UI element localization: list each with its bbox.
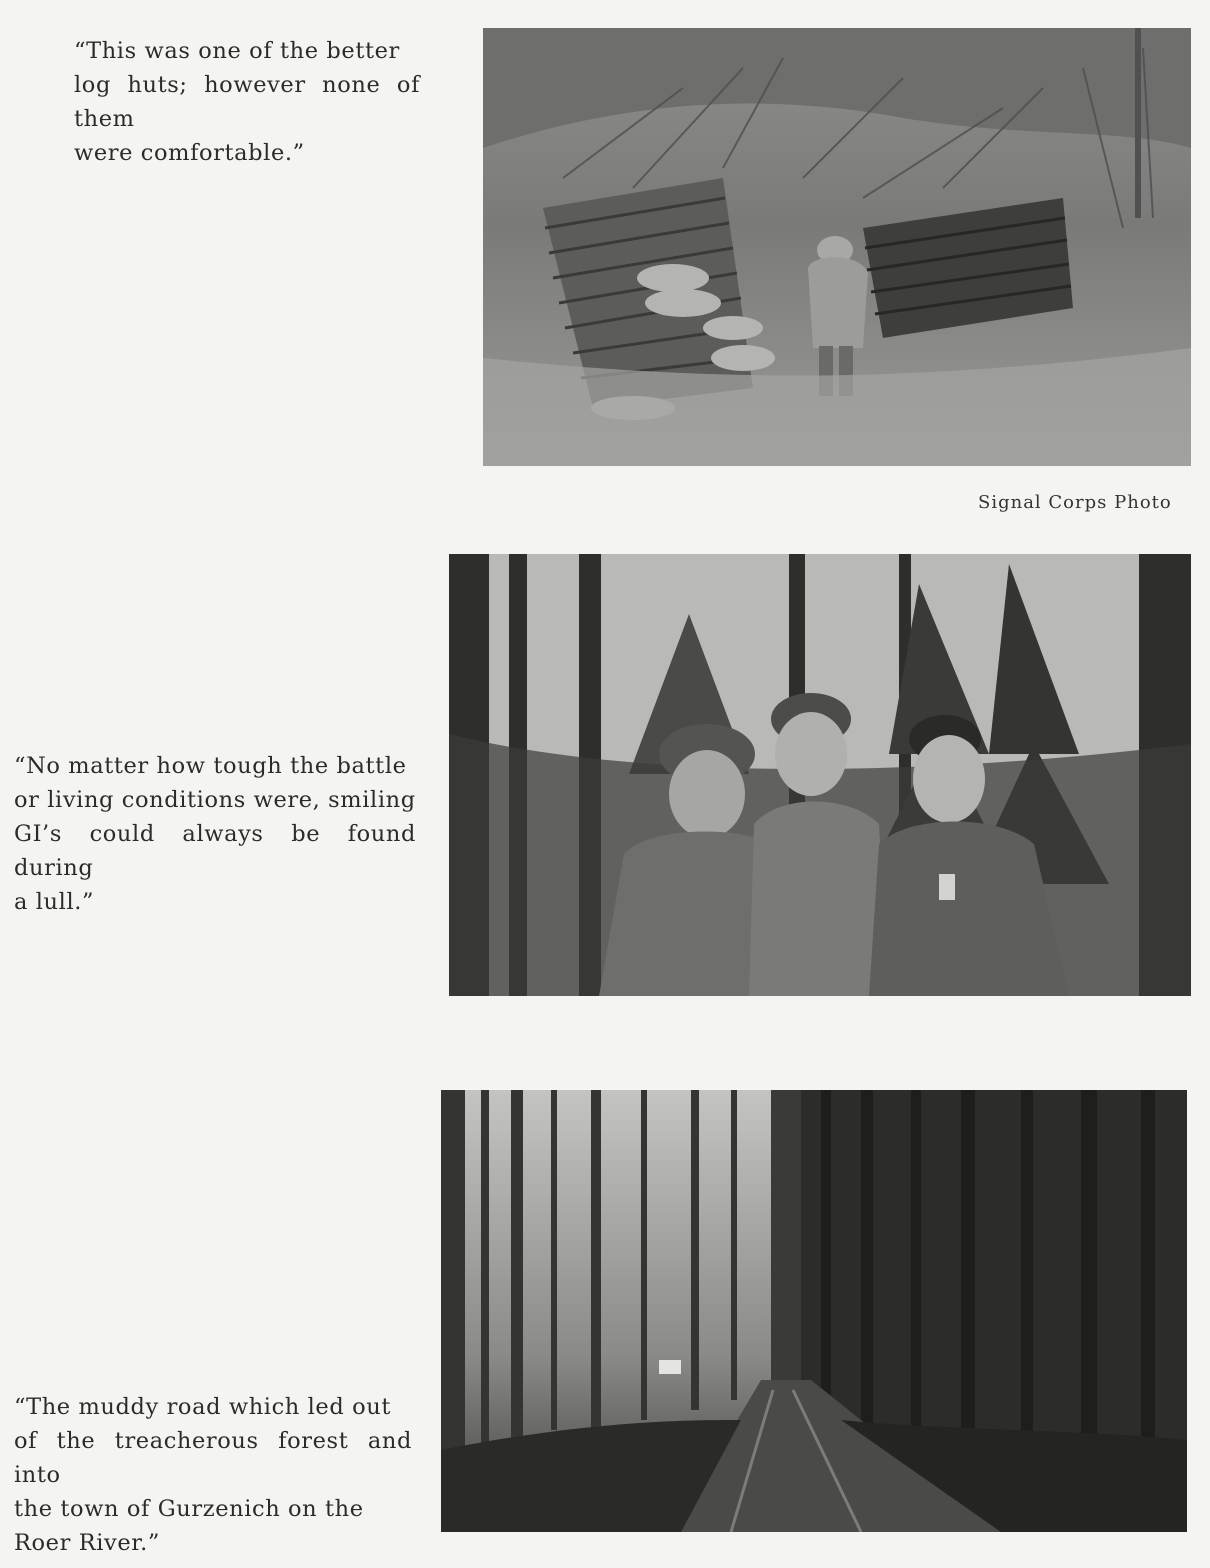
caption-line: were comfortable.” xyxy=(74,140,305,166)
caption-line: “This was one of the better xyxy=(74,38,400,64)
caption-line: “No matter how tough the battle xyxy=(14,753,407,779)
caption-line: of the treacherous forest and into xyxy=(14,1428,412,1488)
caption-line: GI’s could always be found during xyxy=(14,821,416,881)
caption-line: a lull.” xyxy=(14,889,95,915)
caption-line: or living conditions were, smiling xyxy=(14,787,416,813)
log-hut-photo xyxy=(483,28,1191,466)
caption-line: “The muddy road which led out xyxy=(14,1394,391,1420)
caption-line: the town of Gurzenich on the xyxy=(14,1496,364,1522)
caption-smiling-gis xyxy=(14,749,416,919)
caption-muddy-road xyxy=(14,1390,412,1560)
forest-road-photo xyxy=(441,1090,1187,1532)
photo-credit: Signal Corps Photo xyxy=(978,492,1172,513)
caption-log-hut xyxy=(74,34,420,170)
smiling-soldiers-photo xyxy=(449,554,1191,996)
caption-line: Roer River.” xyxy=(14,1530,161,1556)
caption-line: log huts; however none of them xyxy=(74,72,420,132)
